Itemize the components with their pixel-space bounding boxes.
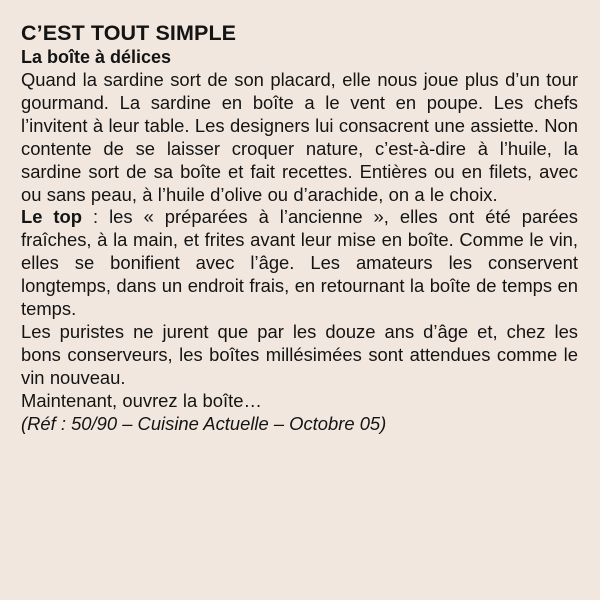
article-title: C’EST TOUT SIMPLE <box>21 21 237 45</box>
paragraph-closing: Maintenant, ouvrez la boîte… <box>21 389 262 411</box>
article-subtitle: La boîte à délices <box>21 47 172 67</box>
paragraph-puristes: Les puristes ne jurent que par les douze ans d’âge et, chez les bons conserveurs, les boîtes millésimées sont attendues comme le vin nouveau. <box>21 320 578 388</box>
paragraph-le-top <box>21 206 578 321</box>
paragraph-intro: Quand la sardine sort de son placard, elle nous joue plus d’un tour gourmand. La sardine en boîte a le vent en poupe. Les chefs l’invitent à leur table. Les designers lui consacrent une assiette. Non contente de se laisser croquer nature, c’est-à-dire à l’huile, la sardine sort de sa boîte et fait recettes. Entières ou en filets, avec ou sans peau, à l’huile d’olive ou d’arachide, on a le choix. <box>21 69 578 205</box>
article-reference: (Réf : 50/90 – Cuisine Actuelle – Octobre 05) <box>21 412 387 434</box>
paragraph-lead-bold: Le top <box>21 206 83 228</box>
paragraph-le-top-text: : les « préparées à l’ancienne », elles ont été parées fraîches, à la main, et frites avant leur mise en boîte. Comme le vin, elles se bonifient avec l’âge. Les amateurs les conservent longtemps, dans un endroit frais, en retournant la boîte de temps en temps. <box>21 206 578 320</box>
